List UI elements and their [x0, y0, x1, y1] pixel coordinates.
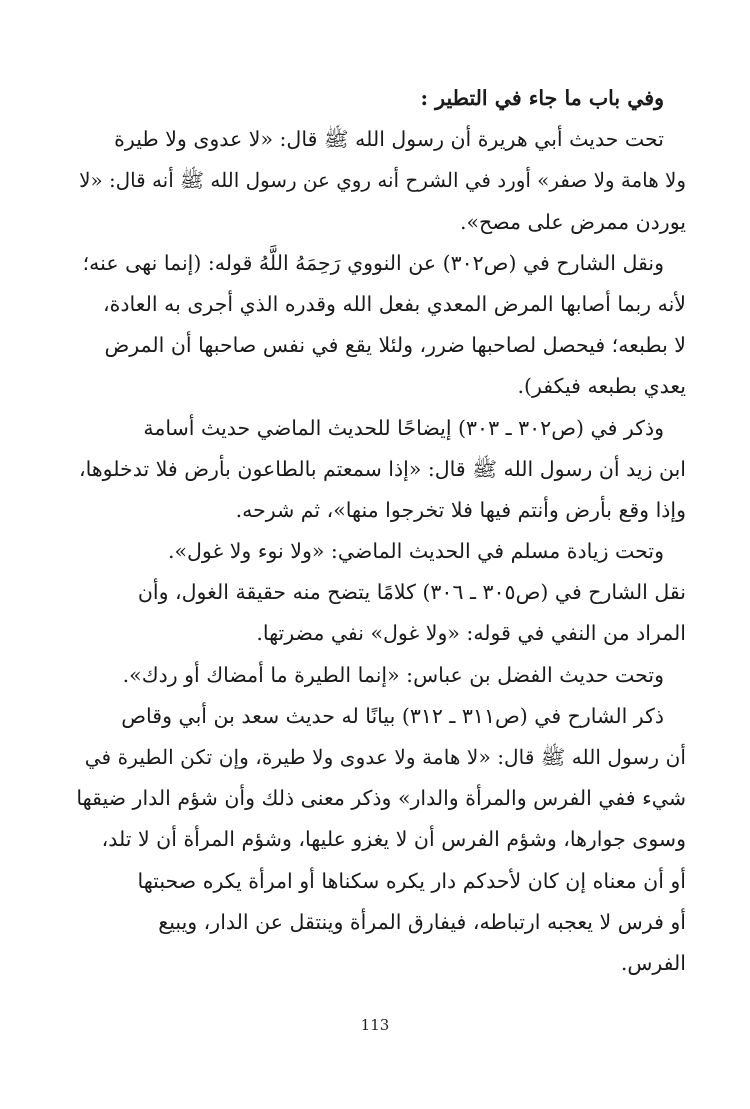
body-text — [76, 78, 686, 984]
text-line: وإذا وقع بأرض وأنتم فيها فلا تخرجوا منها»، ثم شرحه. — [235, 497, 686, 522]
text-line: ابن زيد أن رسول الله ﷺ قال: «إذا سمعتم بالطاعون بأرض فلا تدخلوها، — [78, 456, 686, 481]
text-line: ولا هامة ولا صفر» أورد في الشرح أنه روي عن رسول الله ﷺ أنه قال: «لا — [79, 169, 686, 193]
text-line: نقل الشارح في (ص٣٠٥ ـ ٣٠٦) كلامًا يتضح منه حقيقة الغول، وأن — [137, 580, 686, 605]
text-line: يوردن ممرض على مصح». — [459, 209, 686, 234]
text-line: أن رسول الله ﷺ قال: «لا هامة ولا عدوى ولا طيرة، وإن تكن الطيرة في — [84, 745, 686, 769]
text-line: لا بطبعه؛ فيحصل لصاحبها ضرر، ولئلا يقع في نفس صاحبها أن المرض — [104, 333, 686, 358]
text-line: وسوى جوارها، وشؤم الفرس أن لا يغزو عليها، وشؤم المرأة أن لا تلد، — [101, 827, 686, 852]
text-line: تحت حديث أبي هريرة أن رسول الله ﷺ قال: «لا عدوى ولا طيرة — [114, 127, 664, 152]
text-line: وتحت حديث الفضل بن عباس: «إنما الطيرة ما أمضاك أو ردك». — [122, 662, 664, 687]
text-line: أو فرس لا يعجبه ارتباطه، فيفارق المرأة وينتقل عن الدار، ويبيع — [158, 909, 686, 934]
text-line: أو أن معناه إن كان لأحدكم دار يكره سكناها أو امرأة يكره صحبتها — [137, 868, 686, 893]
text-line: ونقل الشارح في (ص٣٠٢) عن النووي رَحِمَهُ اللَّهُ قوله: (إنما نهى عنه؛ — [82, 250, 664, 275]
text-line: ذكر الشارح في (ص٣١١ ـ ٣١٢) بيانًا له حديث سعد بن أبي وقاص — [121, 703, 664, 728]
paragraph-lines — [76, 119, 686, 984]
text-line: الفرس. — [620, 950, 686, 975]
text-line: يعدي بطبعه فيكفر). — [517, 374, 686, 399]
text-line: شيء ففي الفرس والمرأة والدار» وذكر معنى ذلك وأن شؤم الدار ضيقها — [76, 786, 686, 811]
section-heading: وفي باب ما جاء في التطير : — [420, 86, 664, 110]
text-line: لأنه ربما أصابها المرض المعدي بفعل الله وقدره الذي أجرى به العادة، — [103, 291, 686, 316]
text-line: وتحت زيادة مسلم في الحديث الماضي: «ولا نوء ولا غول». — [167, 539, 664, 564]
text-line: المراد من النفي في قوله: «ولا غول» نفي مضرتها. — [256, 621, 686, 646]
page-number: 113 — [360, 1016, 390, 1034]
text-line: وذكر في (ص٣٠٢ ـ ٣٠٣) إيضاحًا للحديث الماضي حديث أسامة — [143, 415, 664, 440]
